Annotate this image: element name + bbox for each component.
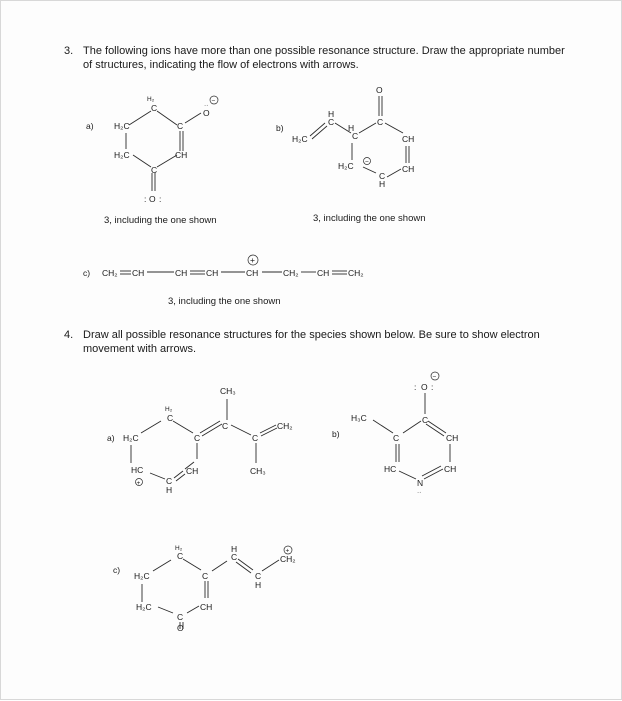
part-letter: a): [86, 121, 94, 131]
atom-label: H₂C: [123, 433, 139, 443]
atom-label: CH: [200, 602, 213, 612]
question-text: The following ions have more than one possible resonance structure. Draw the appropriate number: [83, 45, 565, 57]
atom-label: C: [177, 551, 184, 561]
atom-label: C: [255, 571, 262, 581]
atom-label: H₂: [175, 545, 183, 552]
part-letter: a): [107, 433, 115, 443]
atom-label: O: [376, 85, 383, 95]
atom-label: C: [393, 433, 400, 443]
lone-pair: :: [414, 382, 417, 392]
atom-label: C: [202, 571, 209, 581]
atom-label: C: [177, 121, 184, 131]
atom-label: CH: [317, 268, 330, 278]
atom-label: C: [231, 552, 238, 562]
atom-label: CH: [402, 134, 415, 144]
question-text-2: of structures, indicating the flow of electrons with arrows.: [83, 59, 359, 71]
atom-label: O: [149, 194, 156, 204]
question-text-2: movement with arrows.: [83, 343, 197, 355]
atom-label: C: [177, 612, 184, 622]
part-note: 3, including the one shown: [104, 215, 217, 226]
lone-pair: :: [144, 194, 147, 204]
atom-label: CH: [444, 464, 457, 474]
lone-pair: ··: [417, 489, 422, 496]
atom-label: H: [379, 179, 386, 189]
atom-label: O: [421, 382, 428, 392]
atom-label: N: [417, 478, 424, 488]
part-letter: c): [113, 565, 121, 575]
atom-label: H₂C: [292, 134, 308, 144]
atom-label: HC: [384, 464, 397, 474]
atom-label: CH: [402, 164, 415, 174]
charge: +: [285, 547, 290, 555]
atom-label: O: [203, 108, 210, 118]
atom-label: CH₂: [102, 268, 118, 278]
atom-label: CH₂: [348, 268, 364, 278]
atom-label: C: [166, 476, 173, 486]
atom-label: H: [328, 109, 335, 119]
atom-label: CH: [132, 268, 145, 278]
atom-label: C: [252, 433, 259, 443]
atom-label: H₃C: [351, 413, 367, 423]
atom-label: C: [422, 415, 429, 425]
atom-label: C: [328, 117, 335, 127]
question-number: 4.: [64, 329, 74, 341]
question-number: 3.: [64, 45, 74, 57]
atom-label: CH₃: [250, 466, 266, 476]
charge: −: [211, 97, 216, 105]
atom-label: C: [222, 421, 229, 431]
lone-pair: ··: [204, 102, 209, 109]
charge: +: [136, 480, 141, 487]
atom-label: C: [377, 117, 384, 127]
atom-label: CH: [446, 433, 459, 443]
atom-label: CH: [246, 268, 259, 278]
part-note: 3, including the one shown: [168, 296, 281, 307]
atom-label: CH₂: [280, 554, 296, 564]
question-text: Draw all possible resonance structures for the species shown below. Be sure to show electron: [83, 329, 540, 341]
atom-label: H: [348, 123, 355, 133]
atom-label: CH: [175, 150, 188, 160]
atom-label: CH: [186, 466, 199, 476]
atom-label: H₂C: [114, 150, 130, 160]
atom-label: CH₃: [220, 386, 236, 396]
atom-label: HC: [131, 465, 144, 475]
atom-label: C: [151, 165, 158, 175]
molecule-4c: [1, 1, 622, 701]
atom-label: C: [194, 433, 201, 443]
atom-label: H₂C: [338, 161, 354, 171]
part-letter: b): [332, 429, 340, 439]
atom-label: H₂: [165, 406, 173, 413]
atom-label: CH: [175, 268, 188, 278]
atom-label: O: [177, 623, 184, 633]
charge: +: [250, 255, 255, 265]
atom-label: C: [167, 413, 174, 423]
charge: −: [432, 373, 437, 381]
atom-label: C: [352, 131, 359, 141]
atom-label: H: [255, 580, 262, 590]
charge: −: [365, 158, 369, 166]
atom-label: H: [166, 485, 173, 495]
part-letter: b): [276, 123, 284, 133]
atom-label: C: [151, 103, 158, 113]
atom-label: CH₂: [277, 421, 293, 431]
atom-label: H₂: [147, 96, 155, 103]
atom-label: H: [231, 544, 238, 554]
lone-pair: :: [159, 194, 162, 204]
atom-label: H₂C: [114, 121, 130, 131]
atom-label: CH₂: [283, 268, 299, 278]
lone-pair: :: [431, 382, 434, 392]
atom-label: CH: [206, 268, 219, 278]
atom-label: H₂C: [136, 602, 152, 612]
part-note: 3, including the one shown: [313, 213, 426, 224]
part-letter: c): [83, 268, 91, 278]
atom-label: H₂C: [134, 571, 150, 581]
atom-label: C: [379, 171, 386, 181]
